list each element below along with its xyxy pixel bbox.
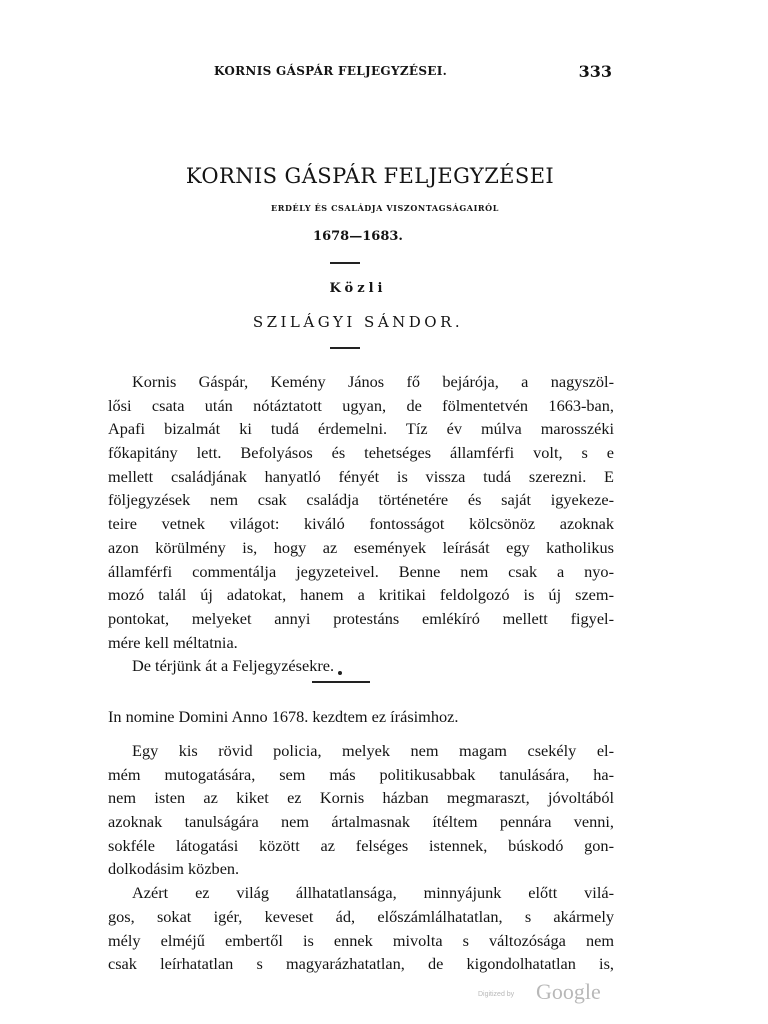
watermark-brand: Google xyxy=(536,979,601,1004)
text-line: mém mutogatására, sem más politikusabbak tanulására, ha- xyxy=(108,764,614,784)
text-line: azon körülmény is, hogy az események leírását egy katholikus xyxy=(108,537,614,557)
digitization-watermark xyxy=(478,979,618,1005)
author-name: SZILÁGYI SÁNDOR. xyxy=(252,313,464,331)
article-years: 1678—1683. xyxy=(313,229,403,244)
article-title: KORNIS GÁSPÁR FELJEGYZÉSEI xyxy=(185,164,555,188)
communicated-by: Közli xyxy=(329,281,387,296)
text-line: De térjünk át a Feljegyzésekre. xyxy=(132,656,335,676)
text-line: főkapitány lett. Befolyásos és tehetséges államférfi volt, s e xyxy=(108,443,614,463)
text-line: teire vetnek világot: kiváló fontosságot kölcsönöz azoknak xyxy=(108,514,614,534)
text-line: gos, sokat igér, keveset ád, előszámlálhatatlan, s akármely xyxy=(108,906,614,926)
text-line: Kornis Gáspár, Kemény János fő bejárója, a nagyszöl- xyxy=(132,372,614,391)
text-line: nem isten az kiket ez Kornis házban megmaraszt, jóvoltából xyxy=(108,788,614,808)
divider-rule xyxy=(330,262,360,264)
separator-line xyxy=(312,681,370,683)
diary-opening-line: In nomine Domini Anno 1678. kezdtem ez írásimhoz. xyxy=(108,707,459,726)
text-line: följegyzések nem csak családja történetére és saját igyekeze- xyxy=(108,490,614,510)
text-line: dolkodásim közben. xyxy=(108,859,240,879)
text-line: államférfi commentálja jegyzeteivel. Benne nem csak a nyo- xyxy=(108,561,614,581)
running-head xyxy=(214,62,612,84)
introduction-paragraph xyxy=(108,370,614,678)
text-line: pontokat, melyeket annyi protestáns emlékíró mellett figyel- xyxy=(108,608,614,628)
running-title: KORNIS GÁSPÁR FELJEGYZÉSEI. xyxy=(214,64,448,78)
text-line: azoknak tanulságára nem ártalmasnak ítéltem pennára venni, xyxy=(108,812,614,832)
text-line: mére kell méltatnia. xyxy=(108,632,238,652)
text-line: Egy kis rövid policia, melyek nem magam csekély el- xyxy=(132,741,614,760)
page-number: 333 xyxy=(578,62,612,81)
text-line: mellett családjának hanyatló fényét is vissza tudá szerezni. E xyxy=(108,466,614,486)
text-line: Azért ez világ állhatatlansága, minnyájunk előtt vilá- xyxy=(132,883,614,903)
text-line: lősi csata után nótáztatott ugyan, de fölmentetvén 1663-ban, xyxy=(108,395,614,415)
text-line: csak leírhatatlan s magyarázhatatlan, de kigondolhatatlan is, xyxy=(108,954,614,974)
separator-dot xyxy=(338,671,342,675)
text-line: Apafi bizalmát ki tudá érdemelni. Tíz év múlva marosszéki xyxy=(108,419,614,439)
watermark-prefix: Digitized by xyxy=(478,991,515,998)
divider-rule xyxy=(330,347,360,349)
text-line: mozó talál új adatokat, hanem a kritikai feldolgozó is új szem- xyxy=(108,585,614,605)
diary-text xyxy=(108,739,614,976)
text-line: mély elméjű embertől is ennek mivolta s változósága nem xyxy=(108,930,614,950)
text-line: sokféle látogatási között az felséges istennek, búskodó gon- xyxy=(108,835,614,855)
article-subtitle: ERDÉLY ÉS CSALÁDJA VISZONTAGSÁGAIRÓL xyxy=(271,203,499,213)
